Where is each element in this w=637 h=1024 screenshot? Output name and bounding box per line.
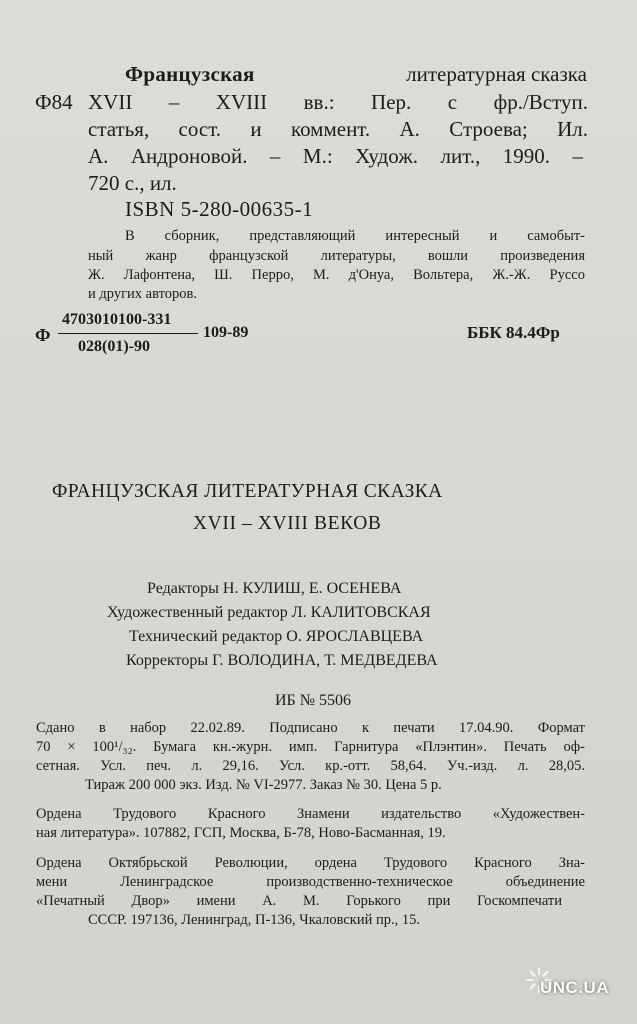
header-title-rest: литературная сказка	[406, 62, 587, 86]
credits-tech-editor: Технический редактор О. ЯРОСЛАВЦЕВА	[129, 628, 424, 645]
fraction-bar	[58, 333, 198, 334]
credits-editors: Редакторы Н. КУЛИШ, Е. ОСЕНЕВА	[147, 580, 402, 597]
annotation-line-3: Ж. Лафонтена, Ш. Перро, М. д'Онуа, Вольтера, Ж.-Ж. Руссо	[88, 267, 585, 283]
credits-proofreaders: Корректоры Г. ВОЛОДИНА, Т. МЕДВЕДЕВА	[126, 652, 438, 669]
classification-numerator: 4703010100-331	[62, 311, 172, 328]
watermark-logo: UNC.UA	[540, 978, 610, 997]
book-title-line-2: XVII – XVIII ВЕКОВ	[193, 513, 382, 534]
imprint-line-2: 70 × 100¹/₃₂. Бумага кн.-журн. имп. Гарнитура «Плэнтин». Печать оф-	[36, 739, 585, 755]
imprint-line-1: Сдано в набор 22.02.89. Подписано к печати 17.04.90. Формат	[36, 720, 585, 736]
annotation-line-4: и других авторов.	[88, 286, 197, 302]
catalog-index: Ф84	[35, 90, 73, 114]
book-title-line-1: ФРАНЦУЗСКАЯ ЛИТЕРАТУРНАЯ СКАЗКА	[52, 481, 443, 502]
classification-suffix: 109-89	[203, 324, 249, 341]
annotation-line-2: ный жанр французской литературы, вошли произведения	[88, 248, 585, 264]
classification-denominator: 028(01)-90	[78, 338, 150, 355]
header-line-1	[125, 62, 587, 87]
credits-art-editor: Художественный редактор Л. КАЛИТОВСКАЯ	[107, 604, 431, 621]
isbn: ISBN 5-280-00635-1	[125, 197, 314, 221]
header-title-bold: Французская	[125, 62, 255, 86]
classification-prefix: Ф	[35, 325, 51, 345]
header-line-2: XVII – XVIII вв.: Пер. с фр./Вступ.	[88, 90, 588, 114]
header-line-4: А. Андроновой. – М.: Худож. лит., 1990. –	[88, 144, 583, 168]
printer-line-1: Ордена Октябрьской Революции, ордена Трудового Красного Зна-	[36, 855, 585, 871]
printer-line-4: СССР. 197136, Ленинград, П-136, Чкаловский пр., 15.	[88, 912, 420, 928]
header-line-5: 720 с., ил.	[88, 171, 177, 195]
printer-line-2: мени Ленинградское производственно-техническое объединение	[36, 874, 585, 890]
publisher-line-1: Ордена Трудового Красного Знамени издательство «Художествен-	[36, 806, 585, 822]
annotation-line-1: В сборник, представляющий интересный и самобыт-	[125, 228, 585, 244]
header-line-3: статья, сост. и коммент. А. Строева; Ил.	[88, 117, 588, 141]
ib-number: ИБ № 5506	[275, 692, 352, 709]
imprint-line-3: сетная. Усл. печ. л. 29,16. Усл. кр.-отт. 58,64. Уч.-изд. л. 28,05.	[36, 758, 585, 774]
imprint-line-4: Тираж 200 000 экз. Изд. № VI-2977. Заказ № 30. Цена 5 р.	[85, 777, 442, 793]
publisher-line-2: ная литература». 107882, ГСП, Москва, Б-78, Ново-Басманная, 19.	[36, 825, 446, 841]
printer-line-3: «Печатный Двор» имени А. М. Горького при Госкомпечати	[36, 893, 562, 909]
bbk-code: ББК 84.4Фр	[467, 323, 560, 342]
